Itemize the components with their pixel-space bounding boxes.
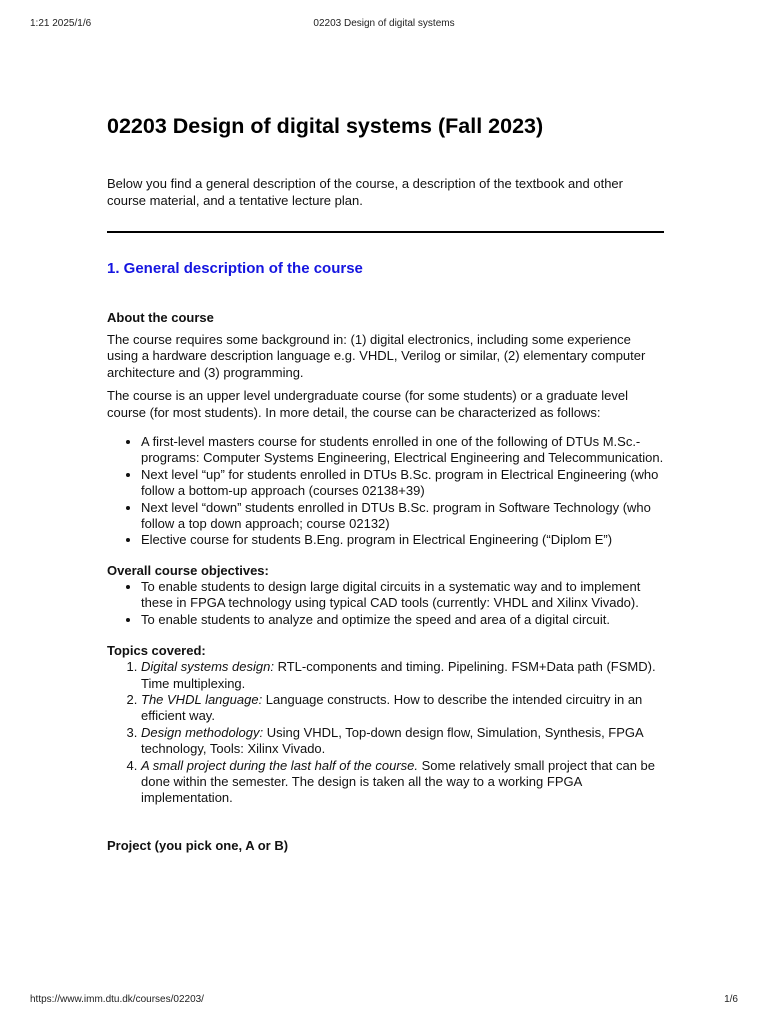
print-footer [30, 994, 738, 1008]
list-item: • Elective course for students B.Eng. program in Electrical Engineering (“Diplom E”) [141, 532, 664, 548]
print-timestamp: ‪1:21 2025/1/6 [30, 18, 92, 29]
list-item [141, 758, 664, 807]
about-heading: About the course [107, 310, 214, 325]
list-item: • Next level “down” students enrolled in DTUs B.Sc. program in Software Technology (who follow a top down approach; course 02132) [141, 500, 664, 533]
topic-label: A small project during the last half of the course. [141, 757, 418, 773]
list-item [141, 725, 664, 758]
project-heading: Project (you pick one, A or B) [107, 837, 289, 853]
objectives-list [107, 579, 664, 628]
page-number: 1/6 [724, 994, 738, 1005]
divider [107, 231, 664, 233]
print-doc-title: 02203 Design of digital systems [313, 18, 455, 29]
topic-text: Using VHDL, Top-down design flow, Simulation, Synthesis, FPGA technology, Tools: Xilinx Vivado. [141, 724, 643, 757]
topics-list [107, 659, 664, 807]
about-paragraph-1: The course requires some background in: (1) digital electronics, including some experience using a hardware description language e.g. VHDL, Verilog or similar, (2) elementary computer architecture and (3) programming. [107, 332, 646, 380]
page-title: 02203 Design of digital systems (Fall 2023) [107, 114, 544, 138]
list-item: • To enable students to analyze and optimize the speed and area of a digital circuit. [141, 612, 664, 628]
section-heading-general: 1. General description of the course [107, 260, 363, 277]
topic-label: Design methodology: [141, 724, 264, 740]
topic-text: Some relatively small project that can be done within the semester. The design is taken all the way to a working FPGA implementation. [141, 757, 655, 806]
topics-heading: Topics covered: [107, 643, 206, 659]
page-content [107, 112, 664, 854]
characterization-list [107, 434, 664, 549]
topic-label: The VHDL language: [141, 691, 263, 707]
topic-label: Digital systems design: [141, 659, 274, 675]
list-item: • A first-level masters course for students enrolled in one of the following of DTUs M.Sc.-programs: Computer Systems Engineering, Electrical Engineering and Telecommunication. [141, 434, 664, 467]
objectives-heading: Overall course objectives: [107, 562, 269, 578]
topic-text: Language constructs. How to describe the intended circuitry in an efficient way. [141, 691, 643, 724]
list-item: • To enable students to design large digital circuits in a systematic way and to implement these in FPGA technology using typical CAD tools (currently: VHDL and Xilinx Vivado). [141, 579, 664, 612]
list-item [141, 692, 664, 725]
list-item [141, 659, 664, 692]
topic-text: RTL-components and timing. Pipelining. FSM+Data path (FSMD). Time multiplexing. [141, 659, 656, 691]
about-paragraph-2: The course is an upper level undergraduate course (for some students) or a graduate level course (for most students). In more detail, the course can be characterized as follows: [107, 388, 629, 420]
print-url: https://www.imm.dtu.dk/courses/02203/ [30, 994, 204, 1005]
list-item: • Next level “up” for students enrolled in DTUs B.Sc. program in Electrical Engineering (who follow a bottom-up approach (courses 02138+39) [141, 467, 664, 500]
print-header [30, 18, 738, 32]
intro-paragraph: Below you find a general description of the course, a description of the textbook and other course material, and a tentative lecture plan. [107, 176, 623, 208]
